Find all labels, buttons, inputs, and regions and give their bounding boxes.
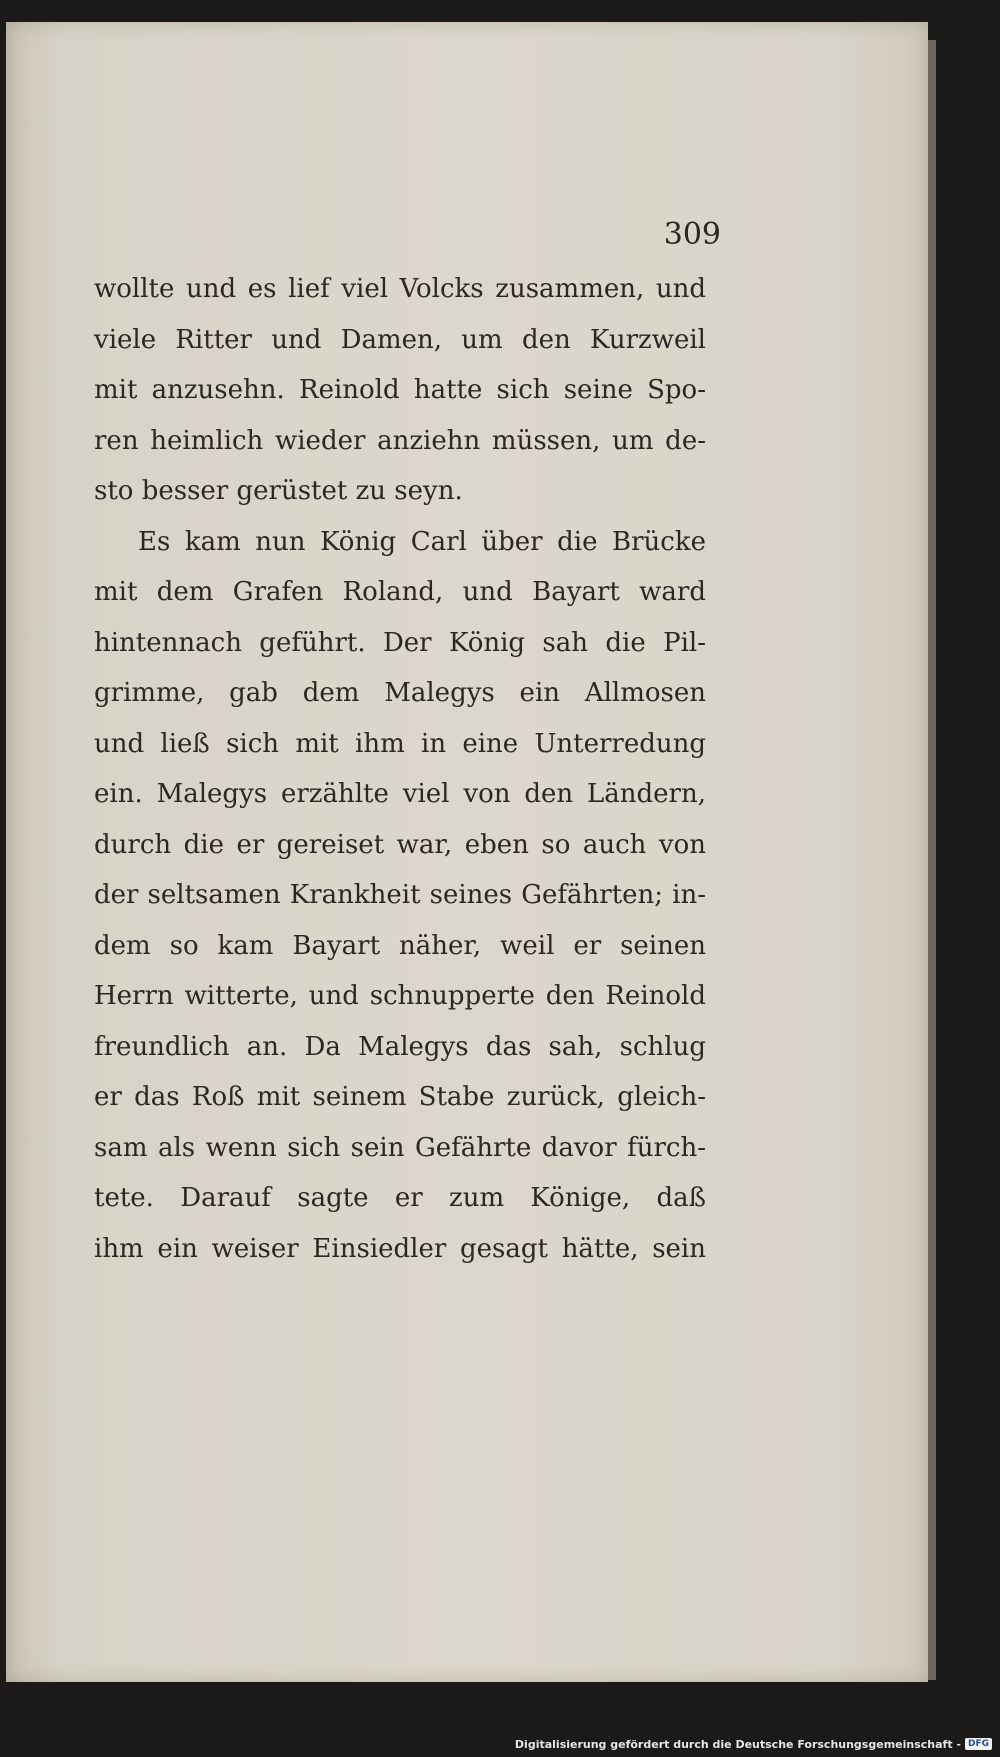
text-line: dem so kam Bayart näher, weil er seinen (94, 930, 706, 961)
text-line: er das Roß mit seinem Stabe zurück, gleich- (94, 1082, 706, 1112)
digitization-credit (515, 1735, 992, 1753)
text-line: sto besser gerüstet zu seyn. (94, 476, 463, 506)
credit-text: Digitalisierung gefördert durch die Deutsche Forschungsgemeinschaft - (514, 1737, 961, 1751)
text-line: und ließ sich mit ihm in eine Unterredung (94, 728, 706, 759)
text-line: durch die er gereiset war, eben so auch von (94, 829, 706, 860)
text-line: viele Ritter und Damen, um den Kurzweil (94, 324, 706, 355)
text-line: Es kam nun König Carl über die Brücke (138, 526, 706, 557)
text-line: ein. Malegys erzählte viel von den Ländern, (94, 779, 706, 809)
text-line: grimme, gab dem Malegys ein Allmosen (94, 678, 706, 708)
text-line: mit dem Grafen Roland, und Bayart ward (94, 577, 706, 607)
page-edge-shadow (928, 40, 936, 1680)
page-number: 309 (663, 217, 721, 252)
text-line: mit anzusehn. Reinold hatte sich seine Spo- (94, 375, 706, 405)
text-line: hintennach geführt. Der König sah die Pil- (94, 627, 706, 658)
text-line: der seltsamen Krankheit seines Gefährten; in- (94, 880, 706, 910)
text-line: wollte und es lief viel Volcks zusammen, und (94, 274, 706, 304)
text-line: ihm ein weiser Einsiedler gesagt hätte, sein (94, 1233, 706, 1264)
text-line: Herrn witterte, und schnupperte den Reinold (94, 981, 706, 1011)
text-line: sam als wenn sich sein Gefährte davor fürch- (94, 1132, 706, 1163)
text-line: ren heimlich wieder anziehn müssen, um de- (94, 425, 706, 456)
dfg-logo: DFG (965, 1738, 992, 1750)
paper-page (6, 22, 928, 1682)
body-text (94, 264, 706, 1274)
text-line: freundlich an. Da Malegys das sah, schlug (94, 1031, 706, 1062)
text-line: tete. Darauf sagte er zum Könige, daß (94, 1183, 706, 1213)
